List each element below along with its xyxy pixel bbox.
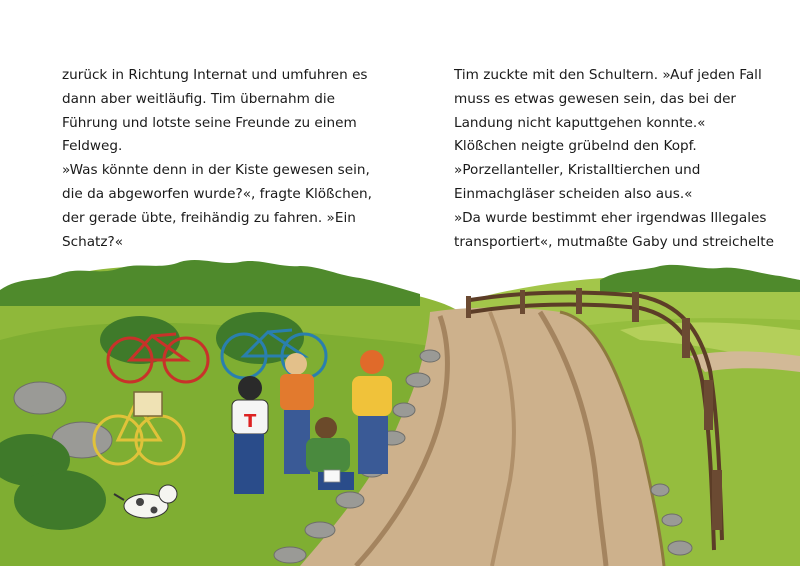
story-line: Landung nicht kaputtgehen konnte.« [454,114,706,131]
story-line: Einmachgläser scheiden also aus.« [454,185,693,202]
story-line: Klößchen neigte grübelnd den Kopf. [454,138,697,155]
paper-note [324,470,340,482]
story-text-left-column [62,64,372,254]
story-line: der gerade übte, freihändig zu fahren. »Ein [62,209,356,226]
story-line: Schatz?« [62,233,124,250]
story-line: »Was könnte denn in der Kiste gewesen sein, [62,162,370,179]
story-line: muss es etwas gewesen sein, das bei der [454,90,737,107]
bike-basket [134,392,162,416]
story-line: die da abgeworfen wurde?«, fragte Klößchen, [62,185,372,202]
shirt-letter: T [244,411,257,432]
treeline-left [0,260,420,306]
story-line: Tim zuckte mit den Schultern. »Auf jeden Fall [454,67,762,83]
story-line: transportiert«, mutmaßte Gaby und streichelte [454,233,774,250]
story-line: zurück in Richtung Internat und umfuhren es [62,67,368,83]
story-line: dann aber weitläufig. Tim übernahm die [62,90,335,107]
countryside-illustration [0,240,800,566]
story-line: Feldweg. [62,138,123,155]
story-line: Führung und lotste seine Freunde zu einem [62,114,357,131]
story-line: »Porzellanteller, Kristalltierchen und [454,162,701,179]
treeline-right [600,265,800,292]
story-line: »Da wurde bestimmt eher irgendwas Illegales [454,209,767,226]
story-text-right-column [454,64,774,254]
